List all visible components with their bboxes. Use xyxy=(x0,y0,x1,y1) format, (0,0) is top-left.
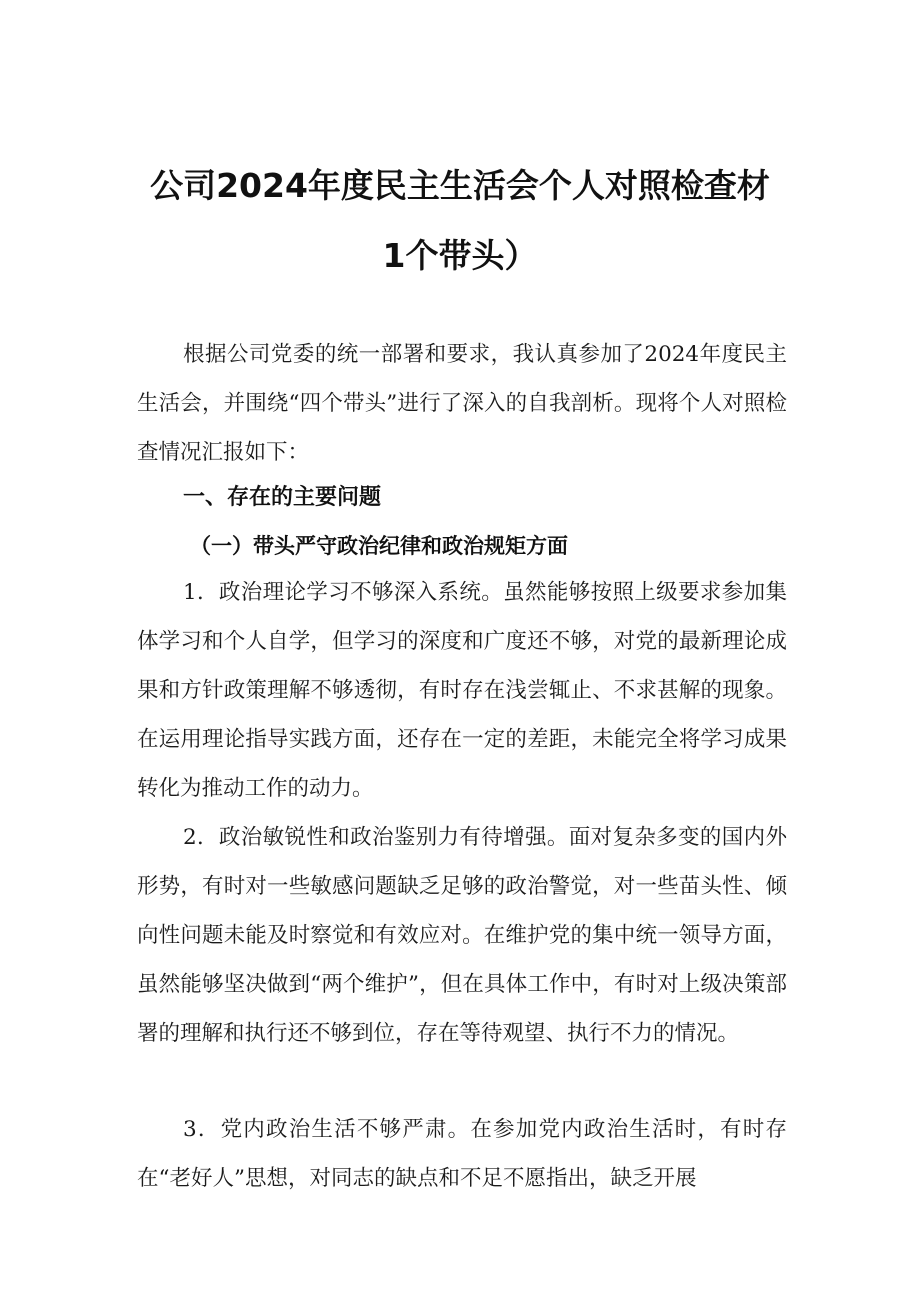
problem-item-1: 1．政治理论学习不够深入系统。虽然能够按照上级要求参加集体学习和个人自学，但学习的深度和广度还不够，对党的最新理论成果和方针政策理解不够透彻，有时存在浅尝辄止、不求甚解的现象。在运用理论指导实践方面，还存在一定的差距，未能完全将学习成果转化为推动工作的动力。 xyxy=(137,580,787,801)
document-title-line-1: 公司2024年度民主生活会个人对照检查材 xyxy=(150,166,770,205)
problem-item-2: 2．政治敏锐性和政治鉴别力有待增强。面对复杂多变的国内外形势，有时对一些敏感问题缺乏足够的政治警觉，对一些苗头性、倾向性问题未能及时察觉和有效应对。在维护党的集中统一领导方面，虽然能够坚决做到“两个维护”，但在具体工作中，有时对上级决策部署的理解和执行还不够到位，存在等待观望、执行不力的情况。 xyxy=(137,825,787,1046)
problem-item-3: 3．党内政治生活不够严肃。在参加党内政治生活时，有时存在“老好人”思想，对同志的缺点和不足不愿指出，缺乏开展 xyxy=(137,1117,787,1191)
document-title-line-2: 1个带头） xyxy=(382,236,538,275)
section-heading: 一、存在的主要问题 xyxy=(183,485,382,510)
subsection-heading: （一）带头严守政治纪律和政治规矩方面 xyxy=(190,534,568,558)
intro-paragraph: 根据公司党委的统一部署和要求，我认真参加了2024年度民主生活会，并围绕“四个带头”进行了深入的自我剖析。现将个人对照检查情况汇报如下： xyxy=(137,342,787,465)
